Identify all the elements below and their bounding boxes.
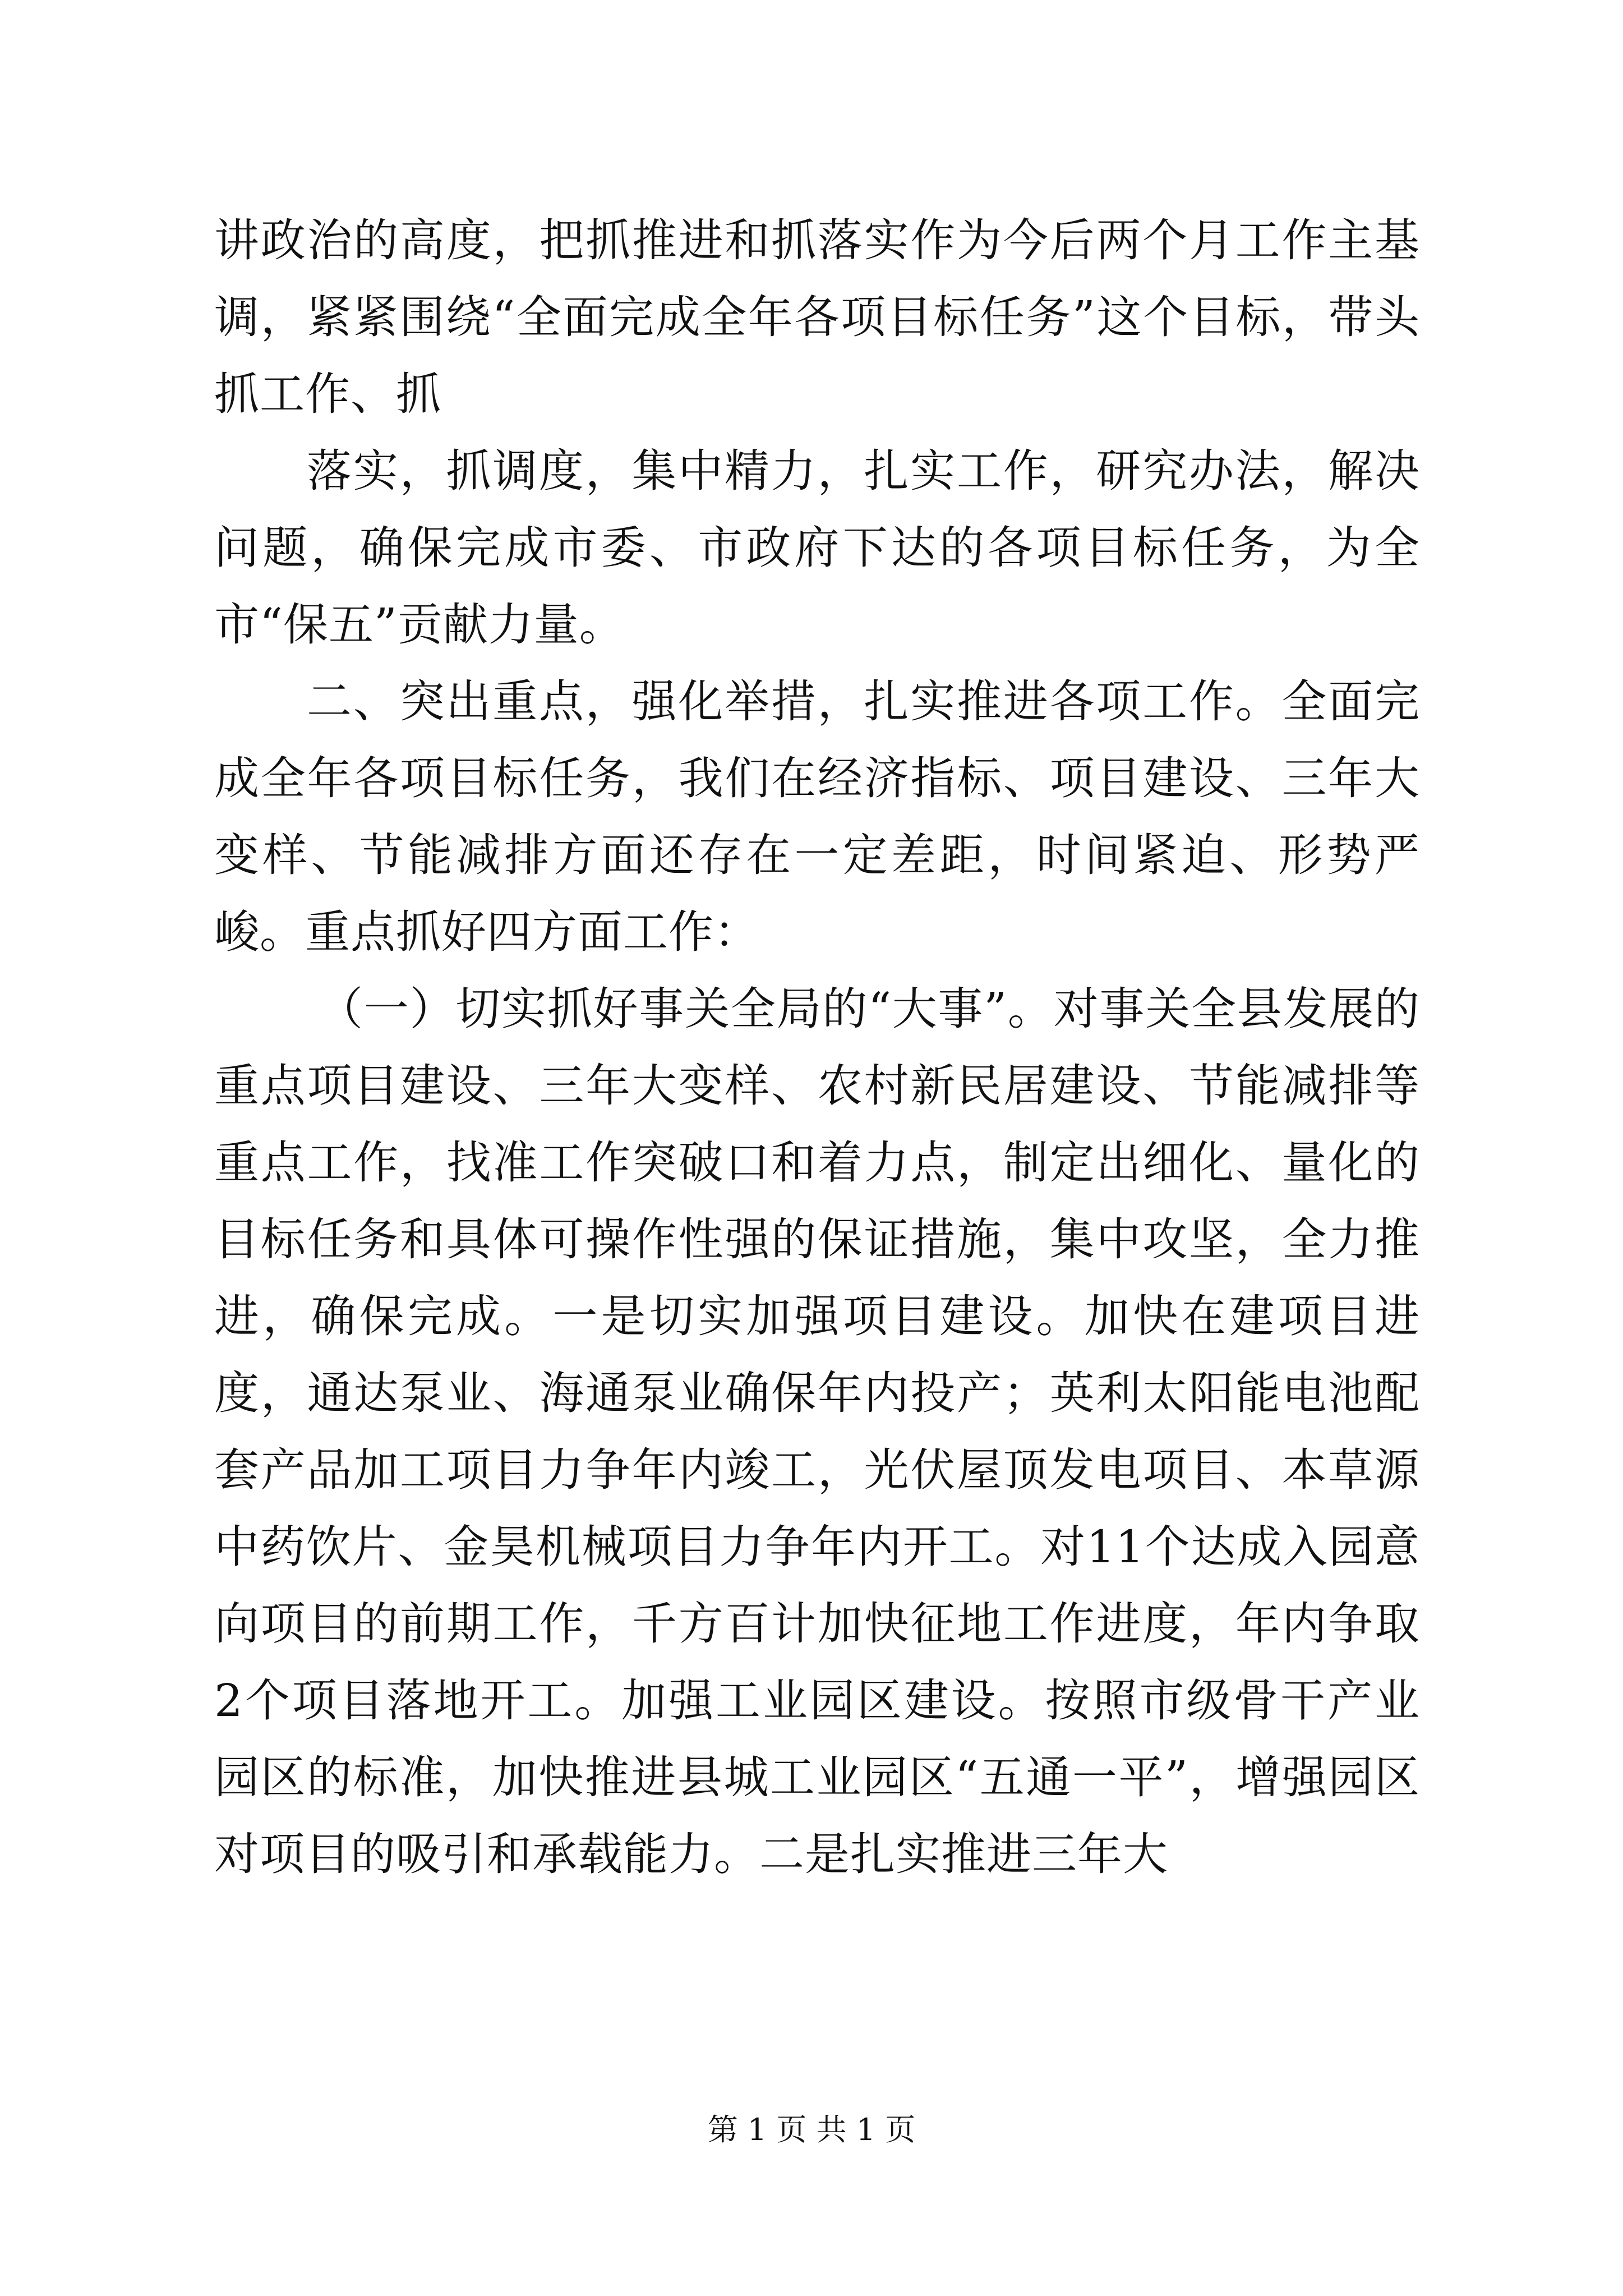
paragraph-4: （一）切实抓好事关全局的“大事”。对事关全县发展的重点项目建设、三年大变样、农村新民居建设、节能减排等重点工作，找准工作突破口和着力点，制定出细化、量化的目标任务和具体可操作性强的保证措施，集中攻坚，全力推进，确保完成。一是切实加强项目建设。加快在建项目进度，通达泵业、海通泵业确保年内投产；英利太阳能电池配套产品加工项目力争年内竣工，光伏屋顶发电项目、本草源中药饮片、金昊机械项目力争年内开工。对11个达成入园意向项目的前期工作，千方百计加快征地工作进度，年内争取2个项目落地开工。加强工业园区建设。按照市级骨干产业园区的标准，加快推进县城工业园区“五通一平”，增强园区对项目的吸引和承载能力。二是扎实推进三年大	[214, 983, 1420, 1880]
paragraph-2: 落实，抓调度，集中精力，扎实工作，研究办法，解决问题，确保完成市委、市政府下达的各项目标任务，为全市“保五”贡献力量。	[214, 445, 1420, 651]
document-body	[214, 202, 1420, 1893]
paragraph-1: 讲政治的高度，把抓推进和抓落实作为今后两个月工作主基调，紧紧围绕“全面完成全年各项目标任务”这个目标，带头抓工作、抓	[214, 214, 1420, 420]
page-footer: 第 1 页 共 1 页	[707, 2112, 916, 2147]
paragraph-3: 二、突出重点，强化举措，扎实推进各项工作。全面完成全年各项目标任务，我们在经济指标、项目建设、三年大变样、节能减排方面还存在一定差距，时间紧迫、形势严峻。重点抓好四方面工作：	[214, 675, 1420, 958]
